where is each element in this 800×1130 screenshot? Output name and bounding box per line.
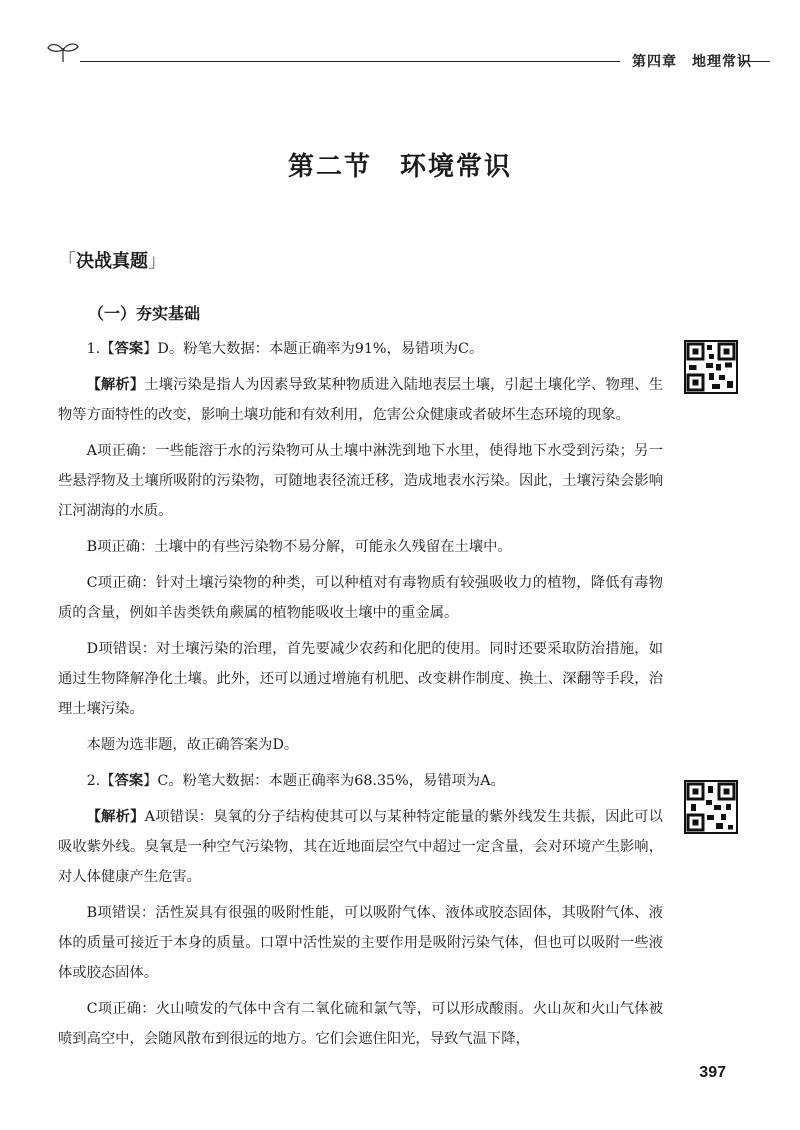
qr-code-icon[interactable] (684, 780, 738, 834)
page-header (40, 30, 770, 70)
chapter-title: 第四章 地理常识 (632, 54, 752, 70)
answer-content (58, 334, 663, 1060)
option-paragraph: D项错误：对土壤污染的治理，首先要减少农药和化肥的使用。同时还要采取防治措施，如通过生物降解净化土壤。此外，还可以通过增施有机肥、改变耕作制度、换土、深翻等手段，治理土壤污染。 (58, 641, 663, 717)
block-heading-text: 决战真题 (76, 251, 148, 272)
leaf-icon (46, 38, 80, 64)
sub-heading: （一）夯实基础 (88, 304, 201, 323)
block-heading (58, 247, 166, 273)
page-number: 397 (699, 1064, 726, 1081)
answer-tag: 答案 (114, 341, 144, 357)
analysis-text: A项错误：臭氧的分子结构使其可以与某种特定能量的紫外线发生共振，因此可以吸收紫外线。臭氧是一种空气污染物，其在近地面层空气中超过一定含量，会对环境产生影响，对人体健康产生危害。 (58, 809, 663, 885)
open-corner-bracket: 「 (58, 251, 76, 272)
section-title: 第二节 环境常识 (287, 152, 512, 182)
answer-text: 】C。粉笔大数据：本题正确率为68.35%，易错项为A。 (143, 773, 505, 789)
analysis-text: 土壤污染是指人为因素导致某种物质进入陆地表层土壤，引起土壤化学、物理、生物等方面特性的改变，影响土壤功能和有效利用，危害公众健康或者破坏生态环境的现象。 (58, 377, 664, 423)
analysis-tag: 【解析】 (86, 809, 145, 825)
conclusion-paragraph: 本题为选非题，故正确答案为D。 (86, 737, 299, 753)
header-rule-right (740, 61, 770, 62)
answer-number: 2.【 (86, 773, 115, 789)
analysis-paragraph (58, 802, 663, 892)
option-paragraph: C项正确：针对土壤污染物的种类，可以种植对有毒物质有较强吸收力的植物，降低有毒物质的含量，例如羊齿类铁角蕨属的植物能吸收土壤中的重金属。 (58, 575, 663, 621)
option-paragraph: A项正确：一些能溶于水的污染物可从土壤中淋洗到地下水里，使得地下水受到污染；另一些悬浮物及土壤所吸附的污染物，可随地表径流迁移，造成地表水污染。因此，土壤污染会影响江河湖海的水质。 (58, 443, 663, 519)
analysis-paragraph (58, 370, 663, 430)
analysis-tag: 【解析】 (86, 377, 145, 393)
answer-line (58, 766, 663, 796)
header-rule (80, 61, 620, 62)
close-corner-bracket: 」 (148, 251, 166, 272)
option-paragraph: B项正确：土壤中的有些污染物不易分解，可能永久残留在土壤中。 (86, 539, 512, 555)
option-paragraph: B项错误：活性炭具有很强的吸附性能，可以吸附气体、液体或胶态固体，其吸附气体、液体的质量可接近于本身的质量。口罩中活性炭的主要作用是吸附污染气体，但也可以吸附一些液体或胶态固体。 (58, 905, 663, 981)
answer-line (58, 334, 663, 364)
answer-tag: 答案 (114, 773, 144, 789)
answer-number: 1.【 (86, 341, 115, 357)
answer-text: 】D。粉笔大数据：本题正确率为91%，易错项为C。 (143, 341, 484, 357)
qr-code-icon[interactable] (684, 340, 738, 394)
option-paragraph: C项正确：火山喷发的气体中含有二氧化硫和氯气等，可以形成酸雨。火山灰和火山气体被喷到高空中，会随风散布到很远的地方。它们会遮住阳光，导致气温下降， (58, 1001, 663, 1047)
